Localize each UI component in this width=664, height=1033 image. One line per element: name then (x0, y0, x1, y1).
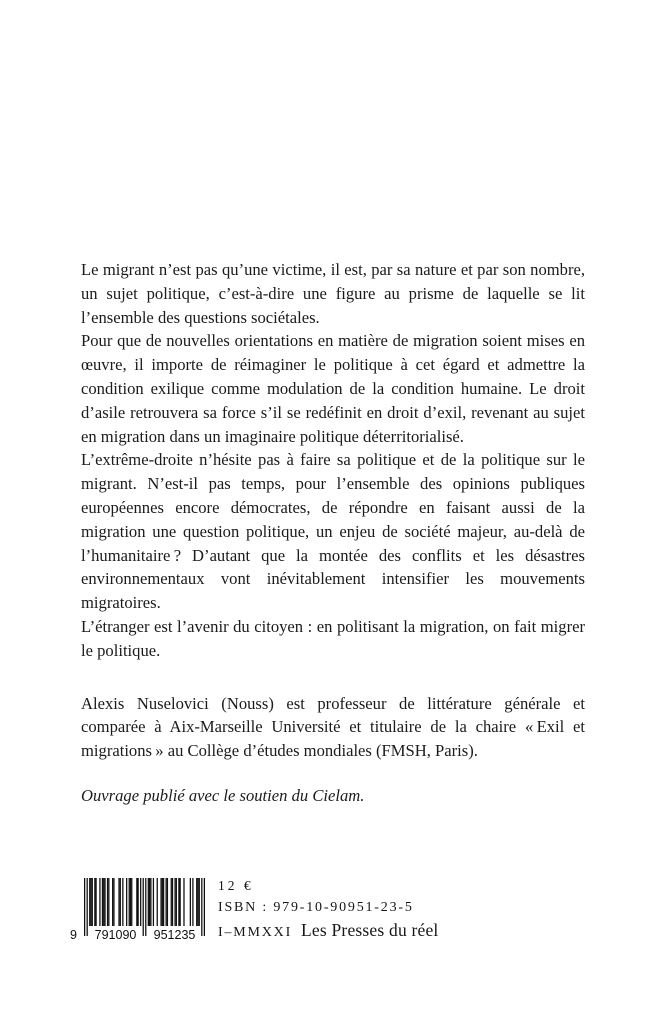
barcode-left-digits: 791090 (94, 928, 137, 942)
back-cover-text (81, 258, 585, 808)
barcode-right-digits: 951235 (153, 928, 196, 942)
publisher-name: Les Presses du réel (301, 920, 439, 940)
synopsis-paragraph-3: L’extrême-droite n’hésite pas à faire sa politique et de la politique sur le migrant. N’est-il pas temps, pour l’ensemble des opinions publiques européennes encore démocrates, de répondre en faisant aussi de la migration une question politique, un enjeu de société majeur, au-delà de l’humanitaire ? D’autant que la montée des conflits et les désastres environnementaux vont inévitablement intensifier les mouvements migratoires. (81, 450, 585, 613)
support-note: Ouvrage publié avec le soutien du Cielam. (81, 785, 365, 805)
synopsis-paragraph-1: Le migrant n’est pas qu’une victime, il est, par sa nature et par son nombre, un sujet politique, c’est-à-dire une figure au prisme de laquelle se lit l’ensemble des questions sociétales. (81, 260, 585, 327)
isbn-label: ISBN : 979-10-90951-23-5 (218, 900, 414, 915)
price-label: 12 € (218, 878, 254, 893)
edition-year-label: I–MMXXI (218, 925, 293, 940)
synopsis-paragraph-4: L’étranger est l’avenir du citoyen : en politisant la migration, on fait migrer le politique. (81, 616, 585, 660)
ean13-barcode (70, 878, 205, 948)
impressum-line (218, 920, 439, 941)
author-bio: Alexis Nuselovici (Nouss) est professeur de littérature générale et comparée à Aix-Marseille Université et titulaire de la chaire « Exil et migrations » au Collège d’études mondiales (FMSH, Paris). (81, 693, 585, 761)
colophon (218, 878, 439, 941)
barcode-first-digit: 9 (70, 928, 77, 942)
synopsis-paragraph-2: Pour que de nouvelles orientations en matière de migration soient mises en œuvre, il importe de réimaginer le politique à cet égard et admettre la condition exilique comme modulation de la condition humaine. Le droit d’asile retrouvera sa force s’il se redéfinit en droit d’exil, revenant au sujet en migration dans un imaginaire politique déterritorialisé. (81, 331, 585, 446)
